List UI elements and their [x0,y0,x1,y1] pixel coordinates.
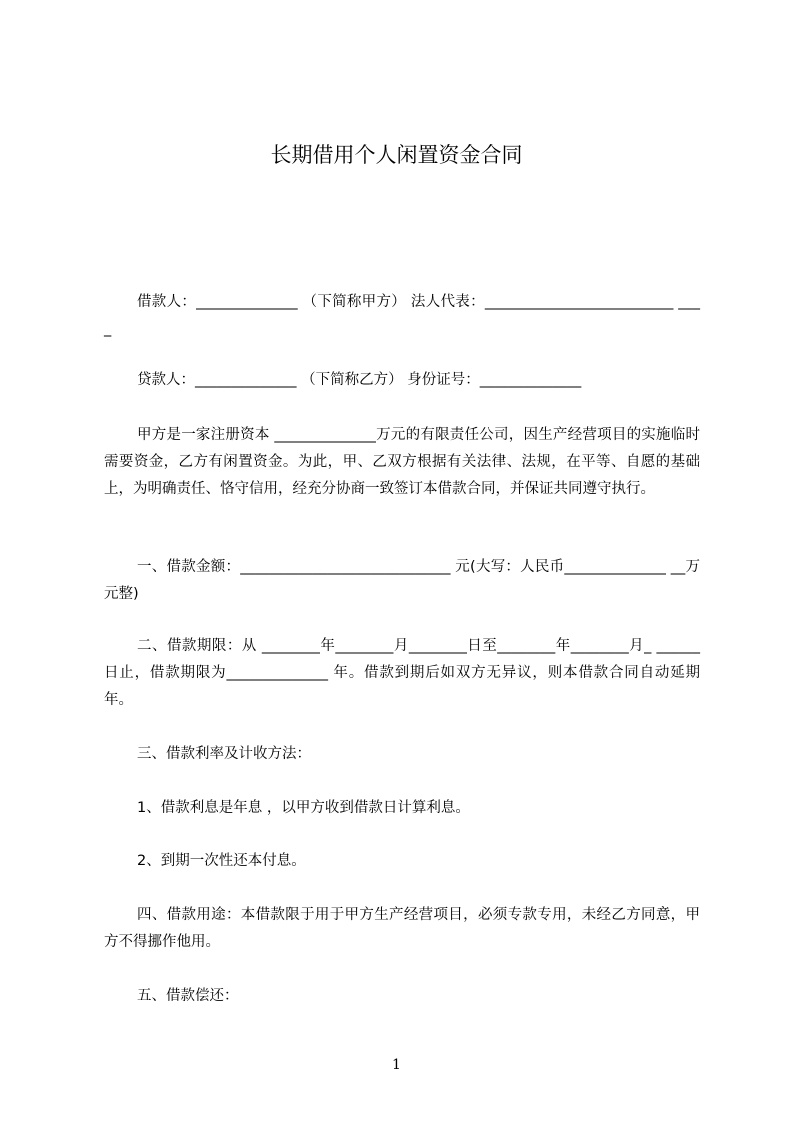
document-title: 长期借用个人闲置资金合同 [270,143,523,167]
clause-interest-item-2: 2、到期一次性还本付息。 [137,853,306,869]
clause-loan-term: 二、借款期限：从 ________年________月________日至________年________月_ ______日止，借款期限为______________ 年。借款到期后如双方无异议，则本借款合同自动延期 年。 [104,638,700,708]
borrower-line: 借款人：______________ （下简称甲方） 法人代表：__________________________ ____ [104,294,700,337]
clause-interest-item-1: 1、借款利息是年息 ，以甲方收到借款日计算利息。 [137,800,470,816]
clause-repayment-heading: 五、借款偿还： [137,988,239,1004]
page-number: 1 [392,1057,401,1073]
lender-line: 贷款人：______________ （下简称乙方） 身份证号：______________ [137,372,582,388]
clause-interest-heading: 三、借款利率及计收方法： [137,746,311,762]
clause-loan-purpose: 四、借款用途：本借款限于用于甲方生产经营项目，必须专款专用，未经乙方同意，甲方不得挪作他用。 [104,907,700,950]
clause-loan-amount: 一、借款金额：_____________________________ 元(大写：人民币______________ __万元整) [104,559,700,602]
intro-paragraph: 甲方是一家注册资本 ______________万元的有限责任公司，因生产经营项目的实施临时需要资金，乙方有闲置资金。为此，甲、乙双方根据有关法律、法规，在平等、自愿的基础上，为明确责任、恪守信用，经充分协商一致签订本借款合同，并保证共同遵守执行。 [104,427,700,497]
